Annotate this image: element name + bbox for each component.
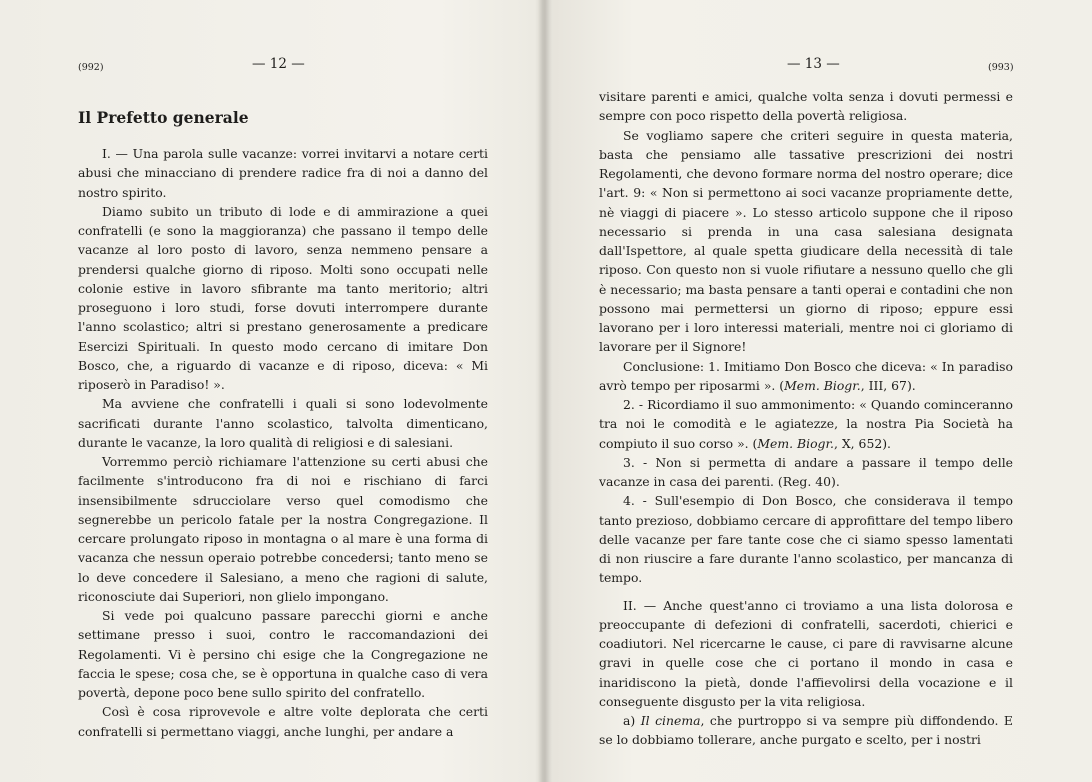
paragraph: visitare parenti e amici, qualche volta senza i dovuti permessi e sempre con poco rispetto della povertà religiosa. [599, 89, 1013, 124]
paragraph: I. — Una parola sulle vacanze: vorrei invitarvi a notare certi abusi che minacciano di prendere radice fra di noi a danno del nostro spirito. [78, 146, 488, 200]
paragraph: Se vogliamo sapere che criteri seguire in questa materia, basta che pensiamo alle tassative prescrizioni dei nostri Regolamenti, che devono formare norma del nostro operare; dice l'art. 9: « Non si permettono ai soci vacanze propriamente dette, nè viaggi di piacere ». Lo stesso articolo suppone che il riposo necessario si prenda in una casa salesiana designata dall'Ispettore, al quale spetta giudicare della necessità di tale riposo. Con questo non si vuole rifiutare a nessuno quello che gli è necessario; ma basta pensare a tanti operai e contadini che non possono mai permettersi un giorno di riposo; eppure essi lavorano per i loro interessi materiali, mentre noi ci gloriamo di lavorare per il Signore! [599, 127, 1013, 355]
right-page [545, 0, 1092, 782]
right-page-body [599, 87, 1013, 750]
left-page-body [78, 144, 488, 741]
paragraph-cinema: a) Il cinema, che purtroppo si va sempre più diffondendo. E se lo dobbiamo tollerare, anche purgato e scelto, per i nostri [599, 713, 1013, 748]
section-title: Il Prefetto generale [78, 108, 249, 127]
paragraph: Diamo subito un tributo di lode e di ammirazione a quei confratelli (e sono la maggioranza) che passano il tempo delle vacanze al loro posto di lavoro, senza nemmeno pensare a prendersi qualche giorno di riposo. Molti sono occupati nelle colonie estive in lavoro sfibrante ma tanto meritorio; altri proseguono i loro studi, forse dovuti interrompere durante l'anno scolastico; altri si prestano generosamente a predicare Esercizi Spirituali. In questo modo cercano di imitare Don Bosco, che, a riguardo di vacanze e di riposo, diceva: « Mi riposerò in Paradiso! ». [78, 203, 488, 392]
reference: Mem. Biogr. [784, 377, 861, 393]
left-page-code: (992) [78, 62, 104, 73]
conclusion-4: 4. - Sull'esempio di Don Bosco, che considerava il tempo tanto prezioso, dobbiamo cercare di approfittare del tempo libero delle vacanze per fare tante cose che ci siamo spesso lamentati di non riuscire a fare durante l'anno scolastico, per mancanza di tempo. [599, 493, 1013, 586]
reference: Mem. Biogr. [757, 435, 834, 451]
left-page-number: — 12 — [252, 56, 305, 72]
conclusion-3: 3. - Non si permetta di andare a passare il tempo delle vacanze in casa dei parenti. (Reg. 40). [599, 454, 1013, 489]
conclusion-2: 2. - Ricordiamo il suo ammonimento: « Quando cominceranno tra noi le comodità e le agiatezze, la nostra Pia Società ha compiuto il suo corso ». (Mem. Biogr., X, 652). [599, 397, 1013, 451]
left-page [0, 0, 545, 782]
right-page-number: — 13 — [787, 56, 840, 72]
paragraph: II. — Anche quest'anno ci troviamo a una lista dolorosa e preoccupante di defezioni di confratelli, sacerdoti, chierici e coadiutori. Nel ricercarne le cause, ci pare di ravvisarne alcune gravi in quelle cose che ci portano il mondo in casa e inaridiscono la pietà, donde l'affievolirsi della vocazione e il conseguente disgusto per la vita religiosa. [599, 597, 1013, 709]
subheading: Il cinema [640, 713, 701, 728]
paragraph: Vorremmo perciò richiamare l'attenzione su certi abusi che facilmente s'introducono fra di noi e rischiano di farci insensibilmente sdrucciolare verso quel comodismo che segnerebbe un pericolo fatale per la nostra Congregazione. Il cercare prolungato riposo in montagna o al mare è una forma di vacanza che nessun operaio potrebbe concedersi; tanto meno se lo deve concedere il Salesiano, a meno che ragioni di salute, riconosciute dai Superiori, non glielo impongano. [78, 454, 488, 604]
paragraph: Si vede poi qualcuno passare parecchi giorni e anche settimane presso i suoi, contro le raccomandazioni dei Regolamenti. Vi è persino chi esige che la Congregazione ne faccia le spese; cosa che, se è opportuna in qualche caso di vera povertà, depone poco bene sullo spirito del confratello. [78, 608, 488, 700]
right-page-code: (993) [988, 62, 1014, 73]
paragraph: Ma avviene che confratelli i quali si sono lodevolmente sacrificati durante l'anno scolastico, talvolta dimenticano, durante le vacanze, la loro qualità di religiosi e di salesiani. [78, 396, 488, 450]
paragraph: Così è cosa riprovevole e altre volte deplorata che certi confratelli si permettano viaggi, anche lunghi, per andare a [78, 704, 488, 739]
conclusion-1: Conclusione: 1. Imitiamo Don Bosco che diceva: « In paradiso avrò tempo per riposarmi ». (Mem. Biogr., III, 67). [599, 358, 1013, 393]
